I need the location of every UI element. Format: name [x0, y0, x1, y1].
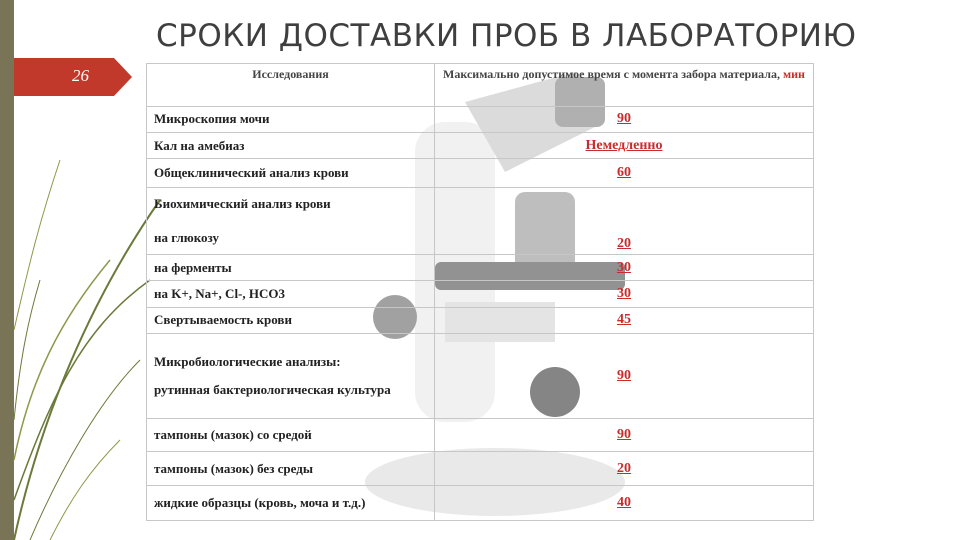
table-row [147, 254, 814, 280]
row-value: 30 [435, 281, 814, 307]
header-unit: мин [782, 67, 805, 81]
slide-number: 26 [72, 66, 89, 85]
table-row [147, 451, 814, 486]
table-header-row [147, 64, 814, 107]
row-value: 20 [435, 451, 814, 486]
row-value: 20 [435, 187, 814, 254]
table-row [147, 281, 814, 307]
row-sub-label: на глюкозу [154, 229, 219, 245]
slide-title: СРОКИ ДОСТАВКИ ПРОБ В ЛАБОРАТОРИЮ [156, 18, 857, 54]
table-row [147, 159, 814, 187]
row-label: Кал на амебиаз [147, 133, 435, 159]
row-label-multi [147, 334, 435, 419]
delivery-times-table [146, 63, 814, 521]
row-label: тампоны (мазок) без среды [147, 451, 435, 486]
table-row [147, 419, 814, 451]
table-row [147, 334, 814, 419]
row-label: Общеклинический анализ крови [147, 159, 435, 187]
row-label-multi [147, 187, 435, 254]
row-value: 40 [435, 486, 814, 521]
table-row [147, 486, 814, 521]
header-max-time [435, 64, 814, 107]
row-value: 45 [435, 307, 814, 333]
row-label: Микроскопия мочи [147, 106, 435, 132]
row-value: 90 [435, 106, 814, 132]
row-label: Биохимический анализ крови [154, 195, 331, 211]
row-value: 90 [435, 419, 814, 451]
row-label: на K+, Na+, Cl-, HCO3 [147, 281, 435, 307]
header-studies: Исследования [147, 64, 435, 107]
table-row [147, 187, 814, 254]
table-row [147, 106, 814, 132]
row-label: жидкие образцы (кровь, моча и т.д.) [147, 486, 435, 521]
table-row [147, 133, 814, 159]
row-value: 30 [435, 254, 814, 280]
row-sub-label: рутинная бактериологическая культура [154, 382, 391, 398]
row-value: 90 [435, 334, 814, 419]
row-label: Микробиологические анализы: [154, 354, 341, 370]
row-value: Немедленно [435, 133, 814, 159]
row-label: Свертываемость крови [147, 307, 435, 333]
row-label: тампоны (мазок) со средой [147, 419, 435, 451]
header-max-time-text: Максимально допустимое время с момента забора материала, [443, 67, 780, 81]
table-row [147, 307, 814, 333]
row-value: 60 [435, 159, 814, 187]
row-label: на ферменты [147, 254, 435, 280]
